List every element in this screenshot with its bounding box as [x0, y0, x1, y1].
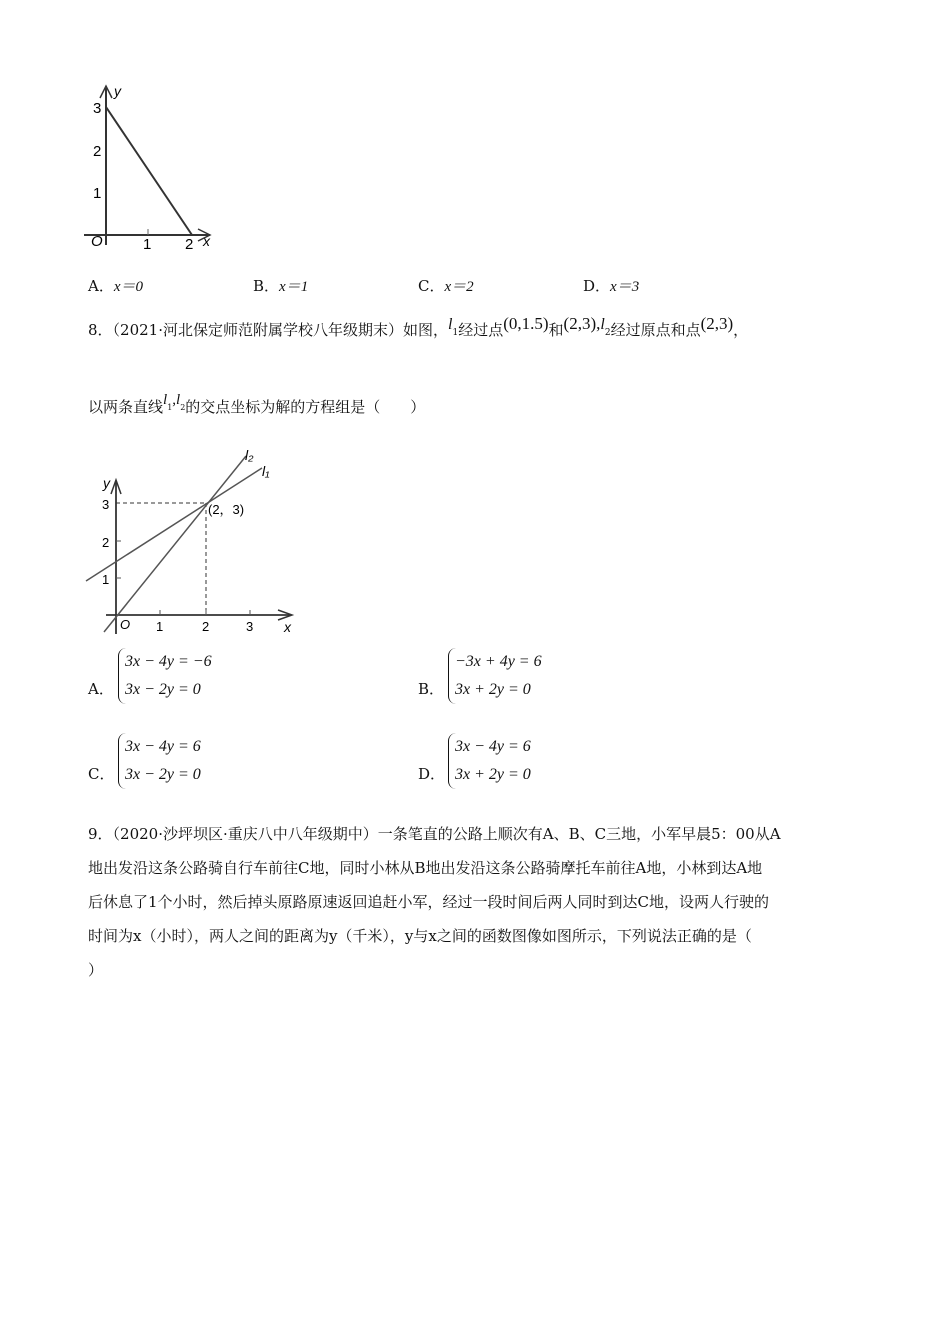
q9-line-1: [88, 817, 868, 851]
q8-l1-label: l₁: [262, 463, 270, 479]
q8-stem-line1: [88, 314, 749, 347]
q8-option-c-eq1: 3x − 4y = 6: [125, 738, 201, 755]
q8-point-label: (2，3): [208, 502, 245, 517]
q7-y-tick-3: 3: [93, 100, 102, 117]
q8-option-c-label: C．: [88, 765, 115, 783]
q7-y-tick-2: 2: [93, 143, 102, 160]
q8-line2-l2: l: [176, 392, 181, 408]
q9-stem: [88, 817, 868, 987]
q8-option-c-system: [118, 733, 201, 789]
q8-y-tick-3-label: 3: [102, 497, 110, 512]
q7-option-d-label: D．: [583, 277, 611, 295]
q7-x-tick-2-label: 2: [185, 236, 194, 253]
q8-option-d-eq2: 3x + 2y = 0: [455, 766, 531, 783]
q8-line2-sub1: 1: [167, 403, 173, 412]
q8-line-l1: [86, 468, 262, 581]
q8-l1: l: [448, 316, 453, 333]
q8-text-through: 经过点: [458, 321, 504, 339]
q7-option-a-expr: x＝0: [113, 279, 144, 295]
q8-option-c-eq2: 3x − 2y = 0: [125, 766, 201, 783]
q8-l2-label: l₂: [245, 447, 254, 463]
q8-option-a-eq2: 3x − 2y = 0: [125, 681, 201, 698]
q9-line-1-text: （2020·沙坪坝区·重庆八中八年级期中）一条笔直的公路上顺次有A、B、C三地，小军早晨5：00从A: [112, 825, 781, 843]
q8-stem-line2: [88, 392, 426, 424]
q7-graph: [82, 80, 232, 255]
q8-x-tick-2-label: 2: [202, 619, 210, 634]
q7-option-a-label: A．: [88, 277, 114, 295]
q8-option-b-label: B．: [418, 680, 445, 698]
q8-line2-l1: l: [163, 392, 168, 408]
q7-y-label: y: [114, 83, 121, 99]
q8-number: 8．: [88, 321, 113, 339]
q8-graph: [84, 444, 304, 636]
q7-option-c-label: C．: [418, 277, 445, 295]
q9-line-4: 时间为x（小时），两人之间的距离为y（千米），y与x之间的函数图像如图所示，下列说法正确的是（: [88, 927, 752, 945]
q8-option-a-eq1: 3x − 4y = −6: [125, 653, 212, 670]
q8-option-a-system: [118, 648, 212, 704]
q8-line2-sep: ,: [172, 392, 177, 408]
q8-point3: (2,3): [700, 314, 734, 333]
q8-text-and: 和: [548, 321, 564, 339]
q8-text-origin: 经过原点和点: [610, 321, 701, 339]
q8-line-l2: [104, 456, 246, 632]
q7-option-b: [253, 275, 308, 296]
q7-y-tick-1: 1: [93, 185, 102, 202]
q7-option-b-label: B．: [253, 277, 280, 295]
q9-line-2: 地出发沿这条公路骑自行车前往C地，同时小林从B地出发沿这条公路骑摩托车前往A地，小林到达A地: [88, 859, 763, 877]
q8-option-d-label: D．: [418, 765, 446, 783]
q8-option-d-eq1: 3x − 4y = 6: [455, 738, 531, 755]
q8-option-b-system: [448, 648, 542, 704]
q7-option-b-expr: x＝1: [279, 279, 309, 295]
q7-function-line: [106, 107, 192, 235]
q8-y-tick-2-label: 2: [102, 535, 110, 550]
q8-line2-sub2: 2: [180, 403, 186, 412]
q8-source: （2021·河北保定师范附属学校八年级期末）如图，: [112, 321, 448, 339]
q8-y-tick-1-label: 1: [102, 572, 110, 587]
q8-l1-sub: 1: [452, 328, 459, 338]
q7-option-c: [418, 275, 474, 296]
q8-option-a-label: A．: [88, 680, 114, 698]
q8-line2-b: 的交点坐标为解的方程组是（ ）: [185, 398, 426, 416]
q8-point1: (0,1.5): [503, 314, 549, 333]
q7-option-c-expr: x＝2: [444, 279, 474, 295]
q9-number: 9．: [88, 825, 113, 843]
q8-line2-a: 以两条直线: [88, 398, 164, 416]
q7-option-d-expr: x＝3: [610, 279, 640, 295]
q8-comma: ，: [733, 321, 749, 339]
q7-option-a: [88, 275, 143, 296]
q8-l2: l: [600, 316, 605, 333]
q7-x-label: x: [203, 233, 210, 249]
q9-line-5: ）: [88, 961, 104, 979]
q8-point2: (2,3),: [563, 314, 601, 333]
q8-y-label: y: [103, 475, 110, 491]
q7-origin: O: [91, 233, 103, 250]
q7-option-d: [583, 275, 639, 296]
q8-option-b-eq1: −3x + 4y = 6: [455, 653, 542, 670]
q8-origin: O: [120, 617, 131, 632]
q8-l2-sub: 2: [604, 328, 611, 338]
q8-option-d-system: [448, 733, 531, 789]
q8-x-tick-1-label: 1: [156, 619, 164, 634]
q9-line-3: 后休息了1个小时，然后掉头原路原速返回追赶小军，经过一段时间后两人同时到达C地，设两人行驶的: [88, 893, 770, 911]
q8-x-label: x: [284, 619, 291, 635]
q8-option-b-eq2: 3x + 2y = 0: [455, 681, 531, 698]
q7-x-tick-1-label: 1: [143, 236, 152, 253]
q8-x-tick-3-label: 3: [246, 619, 254, 634]
